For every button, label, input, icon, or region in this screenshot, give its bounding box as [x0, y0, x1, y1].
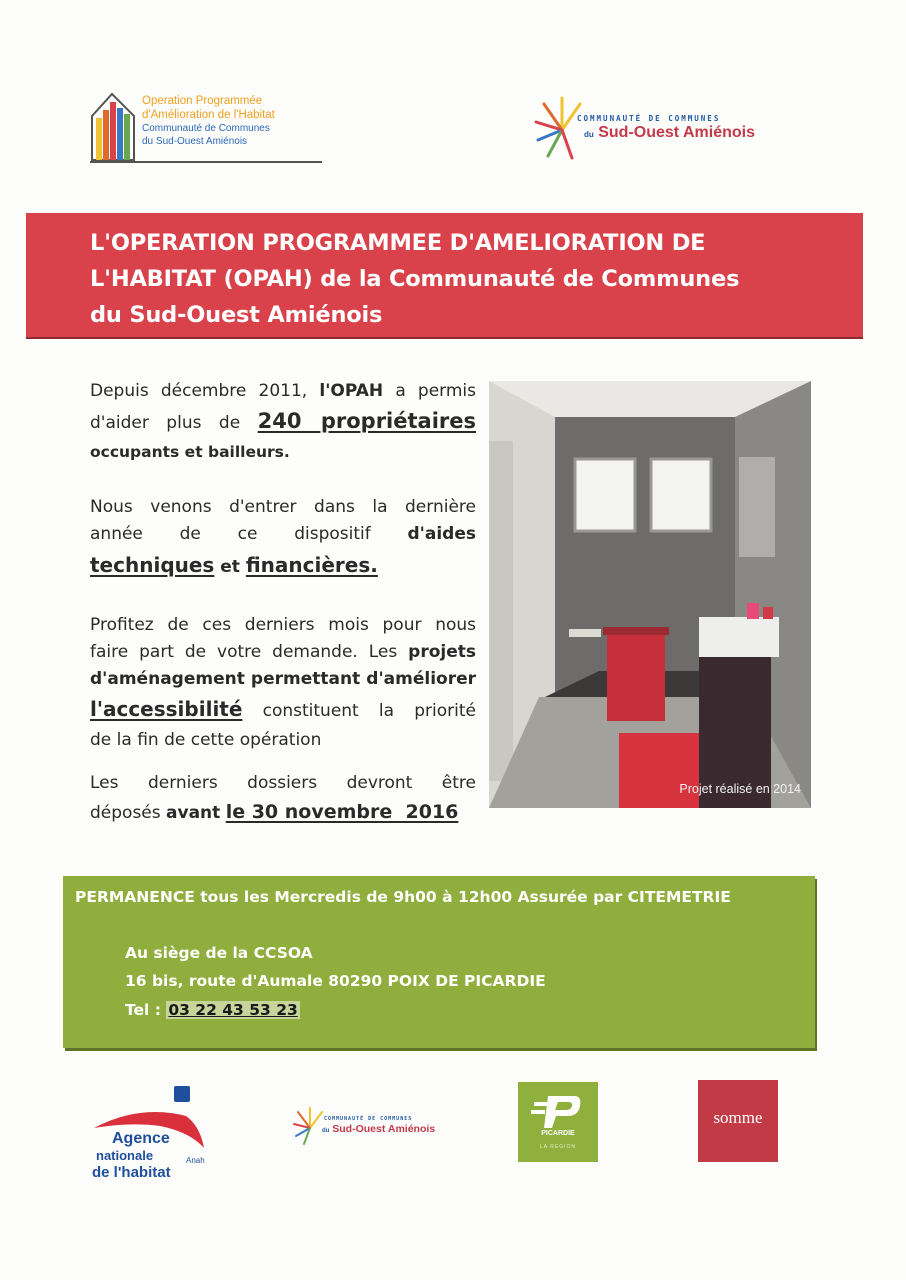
ccsoa-small-name: Sud-Ouest Amiénois — [332, 1123, 436, 1135]
ccsoa-small-line1: COMMUNAUTÉ DE COMMUNES — [324, 1116, 413, 1122]
anah-logo — [90, 1086, 230, 1186]
p2-financieres: financières. — [245, 553, 378, 577]
phone-label: Tel : — [125, 1001, 167, 1019]
p3-text-g: de la fin de cette opération — [90, 730, 322, 750]
p1-text-opah: l'OPAH — [319, 381, 384, 401]
somme-name: somme — [713, 1108, 763, 1127]
opah-logo-line2: d'Amélioration de l'Habitat — [142, 109, 275, 121]
ccsoa-logo-prefix: du — [584, 130, 594, 139]
page-title — [90, 225, 850, 333]
paragraph-accessibility — [90, 612, 476, 754]
p2-text-a: Nous venons d'entrer dans la dernière — [90, 497, 476, 517]
ccsoa-small-prefix: du — [322, 1128, 330, 1134]
p3-accessibilite: l'accessibilité — [90, 697, 243, 721]
p3-text-a: Profitez de ces derniers mois pour nous — [90, 615, 476, 635]
ccsoa-logo-line2 — [584, 124, 755, 142]
paragraph-opah-results — [90, 378, 476, 466]
permanence-headline: PERMANENCE tous les Mercredis de 9h00 à 12h00 Assurée par CITEMETRIE — [75, 888, 731, 906]
opah-logo — [90, 92, 322, 164]
sunburst-icon — [532, 92, 592, 162]
permanence-phone — [125, 1001, 300, 1019]
anah-line2: nationale — [96, 1148, 154, 1163]
page-title-line2: L'HABITAT (OPAH) de la Communauté de Communes — [90, 266, 740, 292]
ccsoa-small-line2 — [322, 1123, 435, 1135]
permanence-place: Au siège de la CCSOA — [125, 944, 313, 962]
p2-word-5: d'aides — [407, 524, 476, 544]
bathroom-illustration — [489, 381, 811, 808]
bathroom-photo — [489, 381, 811, 808]
p1-text-d: d'aider plus de — [90, 413, 258, 433]
p3-text-d: d'aménagement permettant d'améliorer — [90, 669, 476, 689]
anah-line3: de l'habitat — [92, 1164, 171, 1181]
p1-text-a: Depuis décembre 2011, — [90, 381, 320, 401]
anah-line1: Agence — [112, 1130, 170, 1147]
p2-techniques: techniques — [90, 553, 215, 577]
opah-logo-rule — [90, 161, 322, 163]
ccsoa-logo-line1: COMMUNAUTÉ DE COMMUNES — [577, 114, 721, 123]
page-title-line3: du Sud-Ouest Amiénois — [90, 302, 383, 328]
permanence-address: 16 bis, route d'Aumale 80290 POIX DE PICARDIE — [125, 972, 546, 990]
p4-text-avant: avant — [166, 803, 221, 823]
photo-caption: Projet réalisé en 2014 — [679, 782, 801, 796]
p2-word-2: de — [179, 524, 201, 544]
title-band — [26, 213, 863, 337]
paragraph-deadline — [90, 770, 476, 828]
permanence-band — [63, 876, 815, 1048]
somme-logo — [698, 1080, 778, 1162]
ccsoa-logo-name: Sud-Ouest Amiénois — [598, 124, 755, 141]
p4-text-b: déposés — [90, 803, 167, 823]
picardie-tagline: LA REGION — [540, 1144, 576, 1150]
p2-word-1: année — [90, 524, 143, 544]
page-title-line1: L'OPERATION PROGRAMMEE D'AMELIORATION DE — [90, 230, 706, 256]
picardie-name: PICARDIE — [541, 1130, 575, 1137]
p1-text-f: occupants et bailleurs. — [90, 443, 290, 461]
ccsoa-logo — [532, 90, 755, 170]
p1-owners-count: 240 propriétaires — [257, 409, 476, 433]
house-icon — [90, 92, 140, 162]
p2-word-4: dispositif — [294, 524, 371, 544]
p1-text-c: a permis — [383, 381, 476, 401]
opah-logo-line3: Communauté de Communes — [142, 123, 270, 134]
opah-logo-line1: Operation Programmée — [142, 95, 263, 107]
p3-text-f: constituent la priorité — [242, 701, 476, 721]
p2-word-3: ce — [237, 524, 258, 544]
p4-deadline-date: le 30 novembre 2016 — [225, 801, 459, 823]
p4-text-a: Les derniers dossiers devront être — [90, 773, 476, 793]
opah-logo-line4: du Sud-Ouest Amiénois — [142, 136, 248, 147]
phone-number[interactable]: 03 22 43 53 23 — [168, 1001, 298, 1019]
p2-text-and: et — [214, 557, 246, 577]
picardie-region-logo — [518, 1082, 598, 1162]
paragraph-last-year — [90, 494, 476, 584]
anah-tag: Anah — [186, 1156, 205, 1165]
p3-text-projets: projets — [408, 642, 476, 662]
ccsoa-logo-small — [292, 1104, 442, 1152]
p3-text-b: faire part de votre demande. Les — [90, 642, 409, 662]
